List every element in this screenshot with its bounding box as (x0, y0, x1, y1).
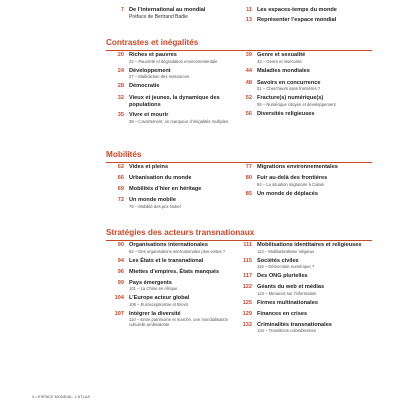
entry-title: Fuir au-delà des frontières (257, 175, 328, 181)
toc-entry[interactable] (234, 111, 370, 118)
toc-entry[interactable] (234, 7, 370, 14)
entry-title: Savoirs en concurrence (257, 79, 321, 86)
toc-entry[interactable] (106, 280, 234, 292)
entry-title: Migrations environnementales (257, 164, 338, 170)
toc-entry[interactable] (234, 175, 370, 187)
entry-subtitle: 76 – Mobilité des prix Nobel (129, 203, 181, 209)
page-number: 132 (242, 321, 252, 328)
page-number: 11 (246, 7, 252, 13)
entry-title: Genre et sexualité (257, 52, 306, 58)
page-number: 90 (117, 242, 124, 248)
page-number: 99 (117, 279, 124, 286)
entry-title: L’Europe acteur global (129, 295, 190, 302)
entry-subtitle: 106 – Euroscepticisme et Brexit (129, 301, 188, 307)
section-divider (106, 50, 372, 51)
toc-entry[interactable] (234, 68, 370, 75)
entry-title: Miettes d’empires, États manqués (129, 268, 220, 275)
entry-title: Géants du web et médias (257, 284, 325, 291)
toc-entry[interactable] (106, 52, 234, 64)
entry-subtitle: Préface de Bertrand Badie (129, 13, 188, 20)
page-number: 94 (117, 257, 124, 264)
entry-title: Maladies mondiales (257, 67, 310, 74)
entry-title: Criminalités transnationales (257, 321, 332, 328)
entry-subtitle: 101 – La Chine en Afrique (129, 286, 178, 292)
entry-title: Urbanisation du monde (129, 175, 192, 181)
page-number: 111 (243, 242, 252, 248)
entry-title: Organisations internationales (129, 242, 208, 248)
page-number: 7 (120, 7, 124, 13)
entry-title: Développement (129, 67, 171, 74)
page-number: 125 (242, 299, 252, 306)
toc-entry[interactable] (234, 80, 370, 92)
section-left-column (106, 164, 234, 209)
intro-left-column (106, 7, 234, 20)
toc-entry[interactable] (106, 186, 234, 193)
toc-entry[interactable] (234, 300, 370, 307)
toc-entry[interactable] (234, 258, 370, 270)
page-number: 117 (242, 273, 252, 280)
page-number: 107 (114, 310, 124, 317)
toc-entry[interactable] (234, 95, 370, 107)
entry-title: Riches et pauvres (129, 52, 177, 58)
page-number: 44 (245, 67, 252, 74)
toc-entry[interactable] (106, 175, 234, 182)
entry-subtitle: 113 – Multilatéralisme religieux (257, 248, 315, 254)
page-number: 52 (245, 95, 252, 102)
entry-subtitle: 92 – Des organisations internationales plus vertes ? (129, 248, 226, 254)
toc-entry[interactable] (106, 83, 234, 90)
toc-entry[interactable] (106, 242, 234, 254)
page-number: 129 (242, 310, 252, 317)
page-number: 62 (117, 164, 124, 170)
toc-entry[interactable] (234, 191, 370, 198)
toc-entry[interactable] (234, 273, 370, 280)
entry-subtitle: 22 – Pauvreté et dégradation environnementale (129, 58, 218, 64)
page-number: 24 (117, 67, 124, 74)
page-number: 77 (245, 164, 252, 170)
page-number: 48 (245, 79, 252, 86)
section-right-column (234, 164, 370, 198)
entry-subtitle: 38 – L’avortement, un marqueur d’inégalités multiples (129, 118, 229, 124)
entry-title: Intégrer la diversité (129, 310, 181, 317)
section-title: Contrastes et inégalités (106, 38, 199, 47)
page-number: 96 (117, 268, 124, 275)
entry-subtitle: 84 – La situation migratoire à Calais (257, 181, 324, 187)
page-number: 72 (117, 197, 124, 203)
entry-subtitle: 51 – Chercheurs sans frontières ? (257, 86, 321, 92)
entry-subtitle: 55 – Numérique citoyen et développement (257, 101, 336, 107)
toc-entry[interactable] (234, 322, 370, 334)
entry-title: Les États et le transnational (129, 257, 204, 264)
section-title: Stratégies des acteurs transnationaux (106, 228, 255, 237)
toc-entry[interactable] (234, 17, 370, 24)
entry-title: Les espaces-temps du monde (257, 7, 337, 13)
entry-title: Représenter l’espace mondial (257, 17, 337, 23)
entry-subtitle: 134 – Transitions colombiennes (257, 328, 316, 334)
page-number: 56 (245, 110, 252, 117)
entry-title: Diversités religieuses (257, 110, 315, 117)
toc-entry[interactable] (106, 295, 234, 307)
section-right-column (234, 52, 370, 118)
intro-right-column (234, 7, 370, 24)
entry-subtitle: 110 – Entre patrimoine et marché, une mondialisation culturelle ambivalente (129, 317, 229, 328)
toc-entry[interactable] (106, 68, 234, 80)
toc-entry[interactable] (234, 164, 370, 171)
section-title: Mobilités (106, 150, 142, 159)
page-number: 122 (242, 284, 252, 291)
toc-entry[interactable] (234, 284, 370, 296)
page-number: 115 (242, 257, 252, 264)
toc-entry[interactable] (234, 311, 370, 318)
section-left-column (106, 242, 234, 327)
page-number: 35 (117, 112, 124, 119)
section-divider (106, 162, 372, 163)
entry-title: Vides et pleins (129, 164, 169, 170)
page-number: 39 (245, 52, 252, 58)
entry-title: Un monde de déplacés (257, 190, 318, 197)
entry-title: Sociétés civiles (257, 257, 299, 264)
entry-title: Démocratie (129, 83, 160, 90)
entry-subtitle: 124 – Menaces sur l’information (257, 290, 317, 296)
page-number: 13 (245, 17, 252, 23)
entry-title: Un monde mobile (129, 197, 176, 203)
page-number: 69 (117, 186, 124, 192)
entry-title: Vieux et jeunes, la dynamique des populations (129, 95, 220, 108)
page-number: 20 (117, 52, 124, 58)
toc-entry[interactable] (106, 95, 234, 108)
entry-title: Fracture(s) numérique(s) (257, 95, 324, 102)
entry-subtitle: 27 – Malédiction des ressources (129, 74, 190, 80)
entry-subtitle: 116 – Démocratie numérique ? (257, 264, 315, 270)
section-divider (106, 240, 372, 241)
page-number: 66 (117, 175, 124, 181)
section-left-column (106, 52, 234, 124)
page-number: 80 (245, 175, 252, 181)
page-number: 104 (114, 295, 124, 302)
toc-entry[interactable] (106, 197, 234, 209)
page-number: 85 (245, 190, 252, 197)
toc-entry[interactable] (106, 269, 234, 276)
entry-title: Vivre et mourir (129, 112, 169, 119)
toc-entry[interactable] (234, 242, 370, 254)
page-number: 28 (117, 83, 124, 90)
page-footer: 4 • ESPACE MONDIAL, L’ATLAS (32, 395, 91, 399)
entry-title: Mobilisations identitaires et religieuses (257, 242, 362, 248)
section-right-column (234, 242, 370, 333)
toc-entry[interactable] (234, 52, 370, 64)
entry-title: Pays émergents (129, 279, 172, 286)
entry-title: Mobilités d’hier en héritage (129, 186, 202, 192)
entry-title: De l’international au mondial (129, 7, 206, 13)
toc-entry[interactable] (106, 311, 234, 328)
entry-title: Des ONG plurielles (257, 273, 308, 280)
entry-title: Finances en crises (257, 310, 308, 317)
page-number: 32 (117, 95, 124, 102)
toc-entry[interactable] (106, 112, 234, 124)
toc-entry[interactable] (106, 164, 234, 171)
entry-title: Firmes multinationales (257, 299, 318, 306)
toc-entry[interactable] (106, 258, 234, 265)
toc-entry[interactable] (106, 7, 234, 20)
entry-subtitle: 43 – Genre et insécurité (257, 58, 302, 64)
